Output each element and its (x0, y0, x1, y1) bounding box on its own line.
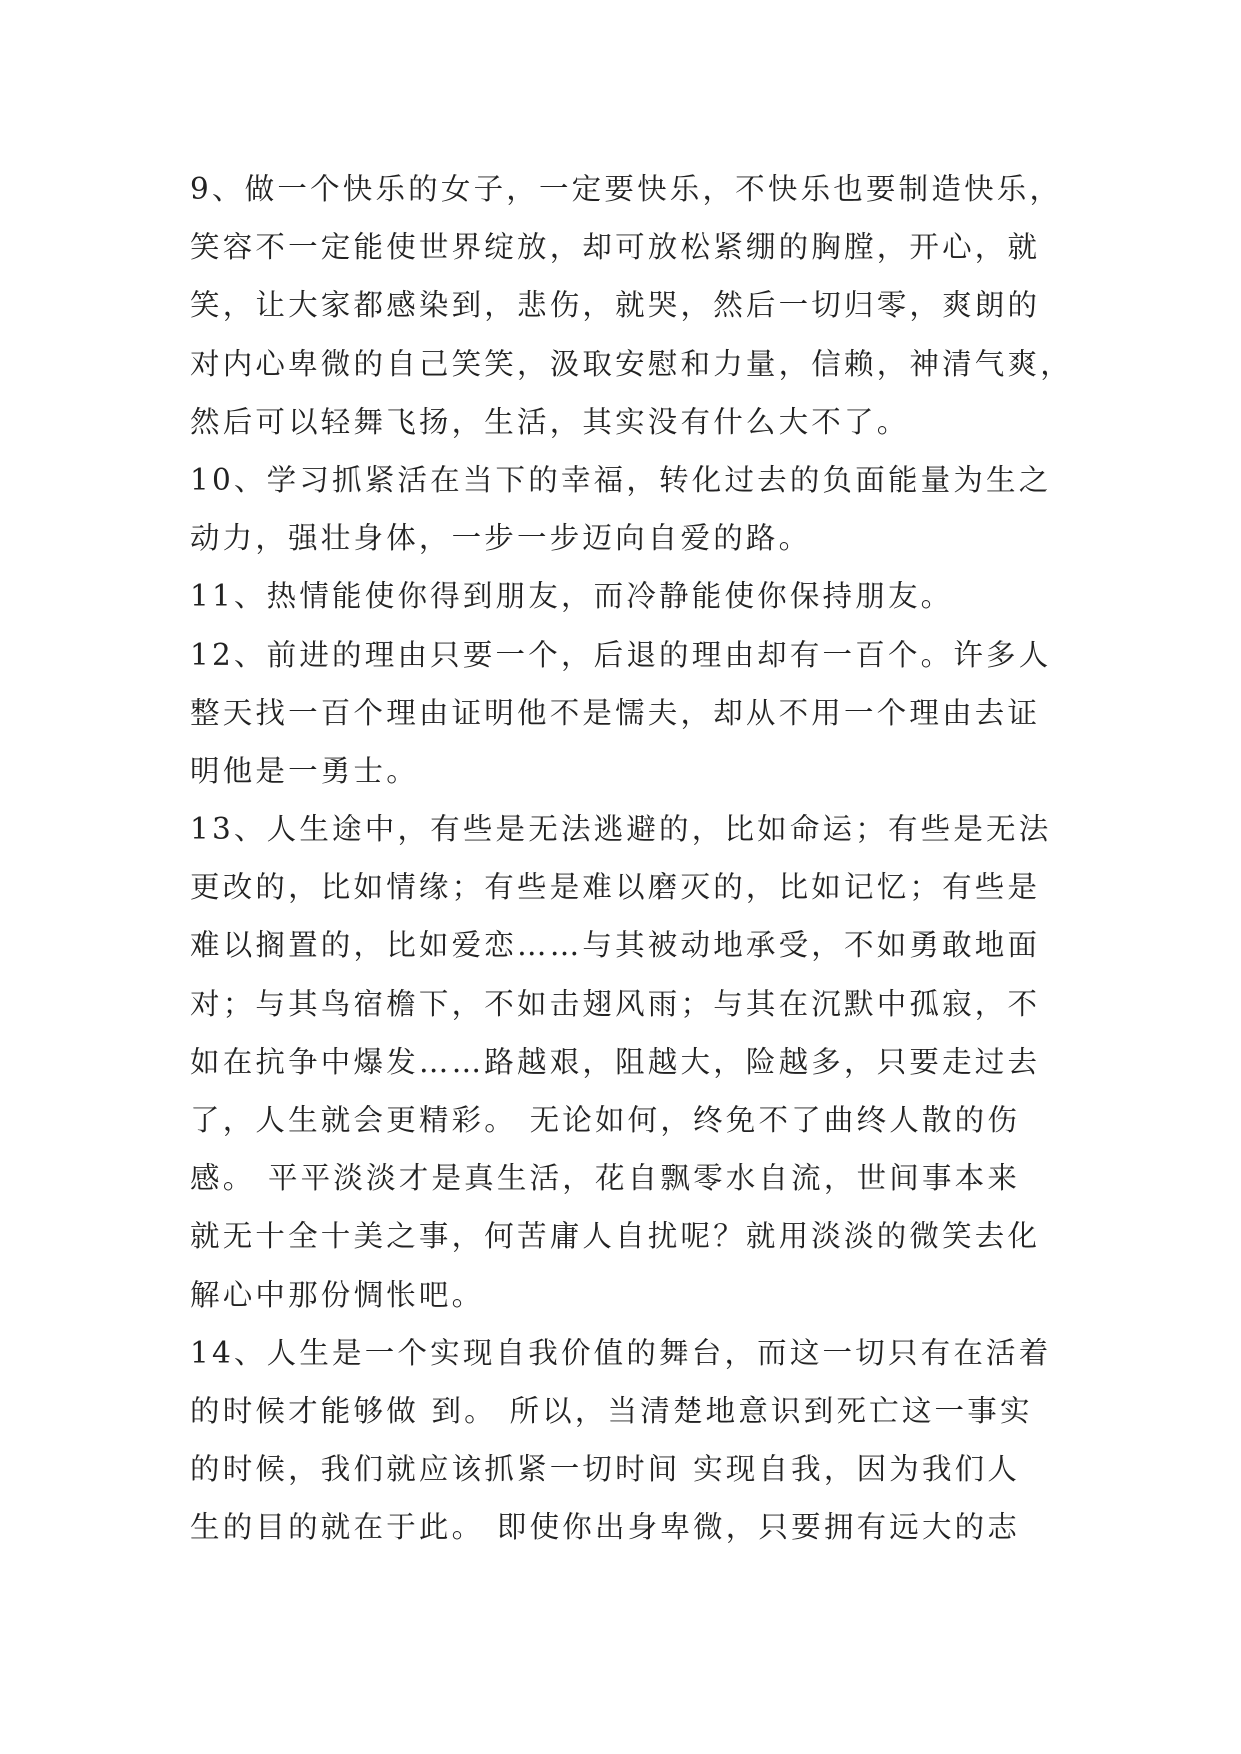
text-line: 明他是一勇士。 (190, 753, 419, 788)
text-line: 14、人生是一个实现自我价值的舞台，而这一切只有在活着 (190, 1335, 1052, 1370)
text-line: 就无十全十美之事，何苦庸人自扰呢？就用淡淡的微笑去化 (190, 1219, 1041, 1254)
text-line: 解心中那份惆怅吧。 (190, 1277, 485, 1312)
text-line: 13、人生途中，有些是无法逃避的，比如命运；有些是无法 (190, 812, 1052, 847)
text-line: 12、前进的理由只要一个，后退的理由却有一百个。许多人 (190, 637, 1052, 672)
text-line: 笑，让大家都感染到，悲伤，就哭，然后一切归零，爽朗的 (190, 288, 1041, 323)
paragraph-14 (190, 1324, 1070, 1557)
text-line: 整天找一百个理由证明他不是懦夫，却从不用一个理由去证 (190, 695, 1041, 730)
text-line: 动力，强壮身体，一步一步迈向自爱的路。 (190, 521, 812, 556)
text-line: 9、做一个快乐的女子，一定要快乐，不快乐也要制造快乐， (190, 172, 1063, 206)
paragraph-12 (190, 626, 1070, 801)
paragraph-11 (190, 567, 1070, 625)
text-line: 笑容不一定能使世界绽放，却可放松紧绷的胸膛，开心，就 (190, 230, 1041, 265)
text-line: 的时候才能够做 到。 所以，当清楚地意识到死亡这一事实 (190, 1393, 1033, 1428)
text-line: 对；与其鸟宿檐下，不如击翅风雨；与其在沉默中孤寂，不 (190, 986, 1041, 1021)
text-line: 如在抗争中爆发……路越艰，阻越大，险越多，只要走过去 (190, 1044, 1041, 1079)
text-line: 感。 平平淡淡才是真生活，花自飘零水自流，世间事本来 (190, 1161, 1021, 1196)
paragraph-9 (190, 160, 1073, 451)
text-line: 了，人生就会更精彩。 无论如何，终免不了曲终人散的伤 (190, 1103, 1021, 1137)
text-line: 然后可以轻舞飞扬，生活，其实没有什么大不了。 (190, 404, 910, 439)
text-line: 11、热情能使你得到朋友，而冷静能使你保持朋友。 (190, 579, 954, 614)
text-line: 10、学习抓紧活在当下的幸福，转化过去的负面能量为生之 (190, 462, 1052, 497)
text-line: 难以搁置的，比如爱恋……与其被动地承受，不如勇敢地面 (190, 928, 1041, 963)
paragraph-10 (190, 451, 1070, 567)
text-line: 生的目的就在于此。 即使你出身卑微，只要拥有远大的志 (190, 1510, 1021, 1545)
text-line: 的时候，我们就应该抓紧一切时间 实现自我，因为我们人 (190, 1452, 1021, 1487)
text-line: 更改的，比如情缘；有些是难以磨灭的，比如记忆；有些是 (190, 870, 1041, 905)
paragraph-13 (190, 800, 1070, 1324)
document-body (190, 160, 1073, 1557)
text-line: 对内心卑微的自己笑笑，汲取安慰和力量，信赖，神清气爽， (190, 346, 1073, 381)
